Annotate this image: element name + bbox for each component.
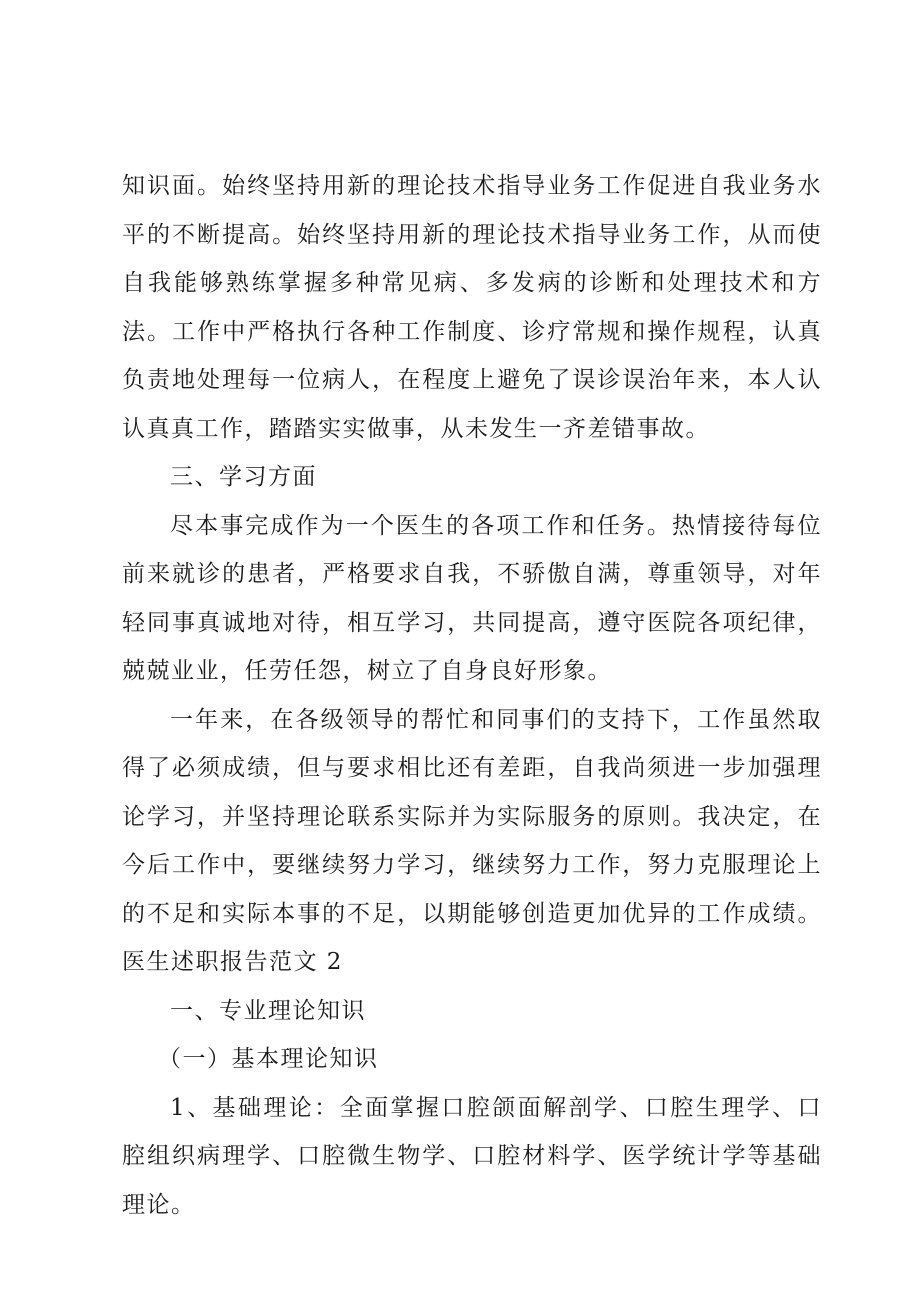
paragraph-year-summary: 一年来，在各级领导的帮忙和同事们的支持下，工作虽然取得了必须成绩，但与要求相比还有差距，自我尚须进一步加强理论学习，并坚持理论联系实际并为实际服务的原则。我决定，在今后工作中，要继续努力学习，继续努力工作，努力克服理论上的不足和实际本事的不足，以期能够创造更加优异的工作成绩。医生述职报告范文 2 [122,706,822,975]
document-body [122,162,822,1229]
paragraph-duties: 尽本事完成作为一个医生的各项工作和任务。热情接待每位前来就诊的患者，严格要求自我，不骄傲自满，尊重领导，对年轻同事真诚地对待，相互学习，共同提高，遵守医院各项纪律，兢兢业业，任劳任怨，树立了自身良好形象。 [122,512,822,684]
section-heading-study: 三、学习方面 [170,464,317,490]
section-heading-professional-theory: 一、专业理论知识 [170,997,366,1024]
subsection-heading-basic-theory: （一）基本理论知识 [158,1046,379,1072]
paragraph-knowledge-continuation: 知识面。始终坚持用新的理论技术指导业务工作促进自我业务水平的不断提高。始终坚持用新的理论技术指导业务工作，从而使自我能够熟练掌握多种常见病、多发病的诊断和处理技术和方法。工作中严格执行各种工作制度、诊疗常规和操作规程，认真负责地处理每一位病人，在程度上避免了误诊误治年来，本人认认真真工作，踏踏实实做事，从未发生一齐差错事故。 [122,173,822,442]
paragraph-foundation-theory: 1、基础理论：全面掌握口腔颌面解剖学、口腔生理学、口腔组织病理学、口腔微生物学、口腔材料学、医学统计学等基础理论。 [122,1094,822,1218]
